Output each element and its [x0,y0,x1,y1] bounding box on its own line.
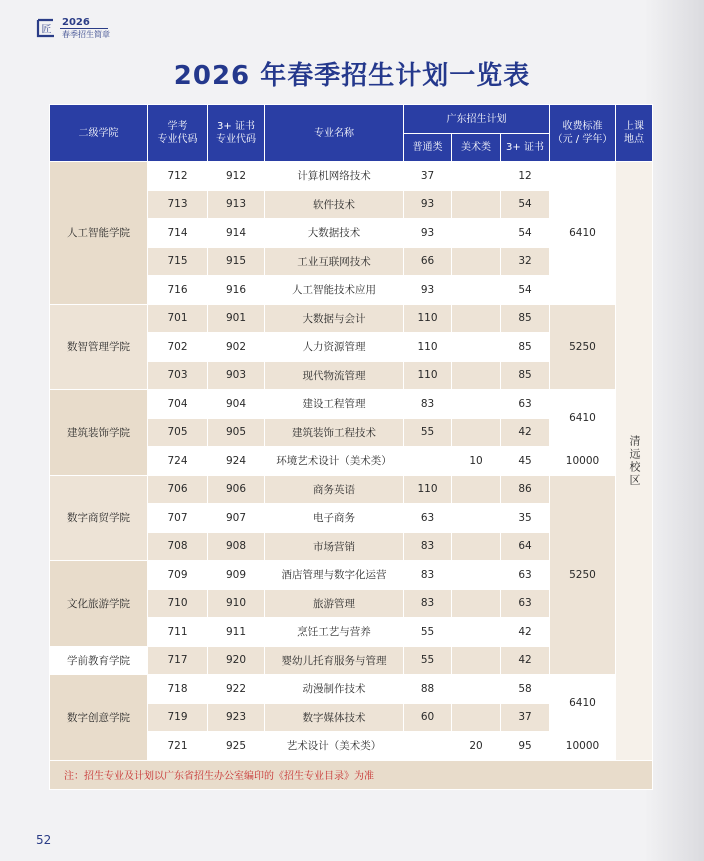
cert-code-cell: 905 [208,418,265,447]
fee-cell: 6410 [550,675,616,732]
exam-code-cell: 709 [148,561,208,590]
header-plan-art: 美术类 [452,134,501,162]
art-count-cell [452,162,501,191]
header-plan-group: 广东招生计划 [404,105,550,134]
art-count-cell [452,276,501,305]
art-count-cell [452,390,501,419]
cert-code-cell: 924 [208,447,265,476]
cert-count-cell: 63 [501,589,550,618]
general-count-cell: 110 [404,361,452,390]
page-edge-shadow [644,0,704,861]
cert-code-cell: 914 [208,219,265,248]
fee-cell: 10000 [550,447,616,476]
fee-cell: 6410 [550,390,616,447]
header-campus: 上课 地点 [616,105,653,162]
general-count-cell: 83 [404,532,452,561]
cert-code-cell: 902 [208,333,265,362]
major-cell: 建设工程管理 [265,390,404,419]
cert-code-cell: 907 [208,504,265,533]
fee-cell: 10000 [550,732,616,761]
cert-code-cell: 911 [208,618,265,647]
general-count-cell: 110 [404,475,452,504]
major-cell: 建筑装饰工程技术 [265,418,404,447]
major-cell: 数字媒体技术 [265,703,404,732]
table-row [50,304,653,333]
major-cell: 大数据技术 [265,219,404,248]
exam-code-cell: 704 [148,390,208,419]
exam-code-cell: 708 [148,532,208,561]
art-count-cell: 10 [452,447,501,476]
cert-count-cell: 85 [501,333,550,362]
cert-count-cell: 42 [501,418,550,447]
exam-code-cell: 713 [148,190,208,219]
college-cell: 人工智能学院 [50,162,148,305]
art-count-cell [452,589,501,618]
campus-cell: 清远校区 [616,162,653,761]
table-row [50,390,653,419]
art-count-cell [452,618,501,647]
exam-code-cell: 721 [148,732,208,761]
exam-code-cell: 710 [148,589,208,618]
exam-code-cell: 718 [148,675,208,704]
general-count-cell: 83 [404,589,452,618]
general-count-cell: 55 [404,418,452,447]
art-count-cell [452,646,501,675]
cert-code-cell: 915 [208,247,265,276]
cert-code-cell: 910 [208,589,265,618]
art-count-cell: 20 [452,732,501,761]
header-plan-cert: 3+ 证书 [501,134,550,162]
major-cell: 计算机网络技术 [265,162,404,191]
major-cell: 酒店管理与数字化运营 [265,561,404,590]
cert-count-cell: 54 [501,276,550,305]
exam-code-cell: 712 [148,162,208,191]
cert-code-cell: 916 [208,276,265,305]
general-count-cell: 83 [404,390,452,419]
college-cell: 数字创意学院 [50,675,148,761]
exam-code-cell: 705 [148,418,208,447]
major-cell: 婴幼儿托育服务与管理 [265,646,404,675]
footnote: 注：招生专业及计划以广东省招生办公室编印的《招生专业目录》为准 [50,760,653,789]
exam-code-cell: 716 [148,276,208,305]
general-count-cell: 37 [404,162,452,191]
art-count-cell [452,247,501,276]
cert-count-cell: 64 [501,532,550,561]
cert-code-cell: 923 [208,703,265,732]
cert-count-cell: 35 [501,504,550,533]
cert-code-cell: 913 [208,190,265,219]
major-cell: 烹饪工艺与营养 [265,618,404,647]
general-count-cell: 93 [404,190,452,219]
art-count-cell [452,418,501,447]
exam-code-cell: 707 [148,504,208,533]
cert-code-cell: 904 [208,390,265,419]
cert-count-cell: 12 [501,162,550,191]
cert-count-cell: 54 [501,190,550,219]
header-exam-code: 学考 专业代码 [148,105,208,162]
art-count-cell [452,304,501,333]
general-count-cell: 55 [404,618,452,647]
art-count-cell [452,361,501,390]
art-count-cell [452,561,501,590]
cert-count-cell: 32 [501,247,550,276]
general-count-cell: 110 [404,304,452,333]
college-cell: 学前教育学院 [50,646,148,675]
major-cell: 人力资源管理 [265,333,404,362]
table-row [50,675,653,704]
major-cell: 市场营销 [265,532,404,561]
cert-count-cell: 85 [501,304,550,333]
major-cell: 人工智能技术应用 [265,276,404,305]
major-cell: 环境艺术设计（美术类） [265,447,404,476]
general-count-cell: 93 [404,219,452,248]
art-count-cell [452,703,501,732]
header-fee: 收费标准 （元 / 学年） [550,105,616,162]
major-cell: 工业互联网技术 [265,247,404,276]
cert-code-cell: 908 [208,532,265,561]
exam-code-cell: 702 [148,333,208,362]
cert-code-cell: 922 [208,675,265,704]
general-count-cell: 63 [404,504,452,533]
major-cell: 动漫制作技术 [265,675,404,704]
table-row [50,162,653,191]
exam-code-cell: 706 [148,475,208,504]
major-cell: 商务英语 [265,475,404,504]
table-row [50,475,653,504]
general-count-cell: 93 [404,276,452,305]
page-title: 2026 年春季招生计划一览表 [173,61,531,91]
general-count-cell [404,732,452,761]
exam-code-cell: 724 [148,447,208,476]
major-cell: 软件技术 [265,190,404,219]
brochure-year: 2026 [62,17,90,28]
college-cell: 数字商贸学院 [50,475,148,561]
exam-code-cell: 703 [148,361,208,390]
general-count-cell [404,447,452,476]
cert-code-cell: 909 [208,561,265,590]
major-cell: 电子商务 [265,504,404,533]
cert-count-cell: 63 [501,561,550,590]
fee-cell: 5250 [550,475,616,675]
cert-count-cell: 95 [501,732,550,761]
header-major: 专业名称 [265,105,404,162]
art-count-cell [452,675,501,704]
fee-cell: 5250 [550,304,616,390]
major-cell: 艺术设计（美术类） [265,732,404,761]
header-plan-general: 普通类 [404,134,452,162]
major-cell: 现代物流管理 [265,361,404,390]
art-count-cell [452,532,501,561]
cert-code-cell: 920 [208,646,265,675]
general-count-cell: 60 [404,703,452,732]
brochure-subtitle: 春季招生简章 [62,30,110,39]
exam-code-cell: 701 [148,304,208,333]
art-count-cell [452,504,501,533]
cert-code-cell: 925 [208,732,265,761]
cert-code-cell: 903 [208,361,265,390]
cert-count-cell: 85 [501,361,550,390]
enrollment-plan-table [49,104,653,790]
brand-logo-icon [36,18,56,38]
cert-count-cell: 42 [501,646,550,675]
art-count-cell [452,219,501,248]
art-count-cell [452,190,501,219]
general-count-cell: 83 [404,561,452,590]
art-count-cell [452,333,501,362]
exam-code-cell: 719 [148,703,208,732]
general-count-cell: 110 [404,333,452,362]
major-cell: 大数据与会计 [265,304,404,333]
cert-count-cell: 86 [501,475,550,504]
cert-count-cell: 54 [501,219,550,248]
general-count-cell: 88 [404,675,452,704]
exam-code-cell: 717 [148,646,208,675]
exam-code-cell: 714 [148,219,208,248]
cert-count-cell: 63 [501,390,550,419]
cert-count-cell: 45 [501,447,550,476]
cert-code-cell: 912 [208,162,265,191]
cert-count-cell: 58 [501,675,550,704]
cert-code-cell: 901 [208,304,265,333]
general-count-cell: 66 [404,247,452,276]
college-cell: 文化旅游学院 [50,561,148,647]
note-row [50,760,653,789]
cert-code-cell: 906 [208,475,265,504]
cert-count-cell: 37 [501,703,550,732]
college-cell: 数智管理学院 [50,304,148,390]
header-college: 二级学院 [50,105,148,162]
exam-code-cell: 715 [148,247,208,276]
art-count-cell [452,475,501,504]
page-number: 52 [36,833,52,847]
header-cert-code: 3+ 证书 专业代码 [208,105,265,162]
logo-glyph: 匠 [41,24,52,36]
exam-code-cell: 711 [148,618,208,647]
major-cell: 旅游管理 [265,589,404,618]
cert-count-cell: 42 [501,618,550,647]
fee-cell: 6410 [550,162,616,305]
general-count-cell: 55 [404,646,452,675]
college-cell: 建筑装饰学院 [50,390,148,476]
